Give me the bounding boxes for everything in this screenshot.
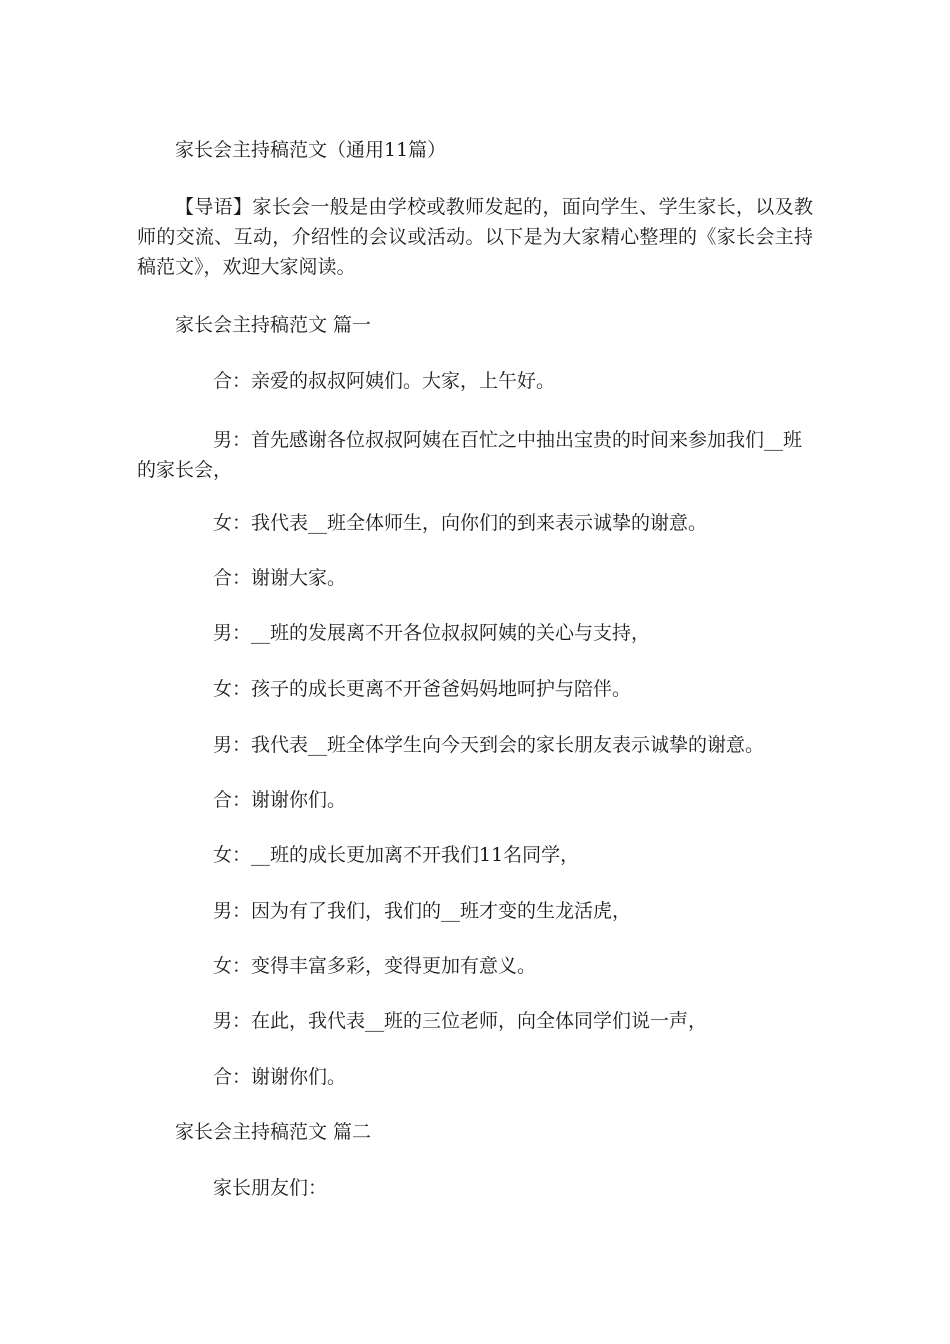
dialogue-line: 男：在此，我代表__班的三位老师，向全体同学们说一声， [213,1010,708,1032]
dialogue-line: 女：我代表__班全体师生，向你们的到来表示诚挚的谢意。 [213,512,708,534]
document-title: 家长会主持稿范文（通用11篇） [175,139,447,161]
dialogue-line: 合：亲爱的叔叔阿姨们。大家，上午好。 [213,370,556,392]
dialogue-line: 合：谢谢大家。 [213,567,347,589]
dialogue-line: 男：__班的发展离不开各位叔叔阿姨的关心与支持， [213,622,651,644]
dialogue-line: 男：我代表__班全体学生向今天到会的家长朋友表示诚挚的谢意。 [213,734,765,756]
dialogue-line: 家长朋友们： [213,1177,328,1199]
dialogue-line: 女：__班的成长更加离不开我们11名同学， [213,844,580,866]
section-heading-1: 家长会主持稿范文 篇一 [175,314,372,336]
dialogue-line: 男：首先感谢各位叔叔阿姨在百忙之中抽出宝贵的时间来参加我们__班的家长会， [137,429,803,481]
dialogue-line: 男：因为有了我们，我们的__班才变的生龙活虎， [213,900,632,922]
dialogue-line: 合：谢谢你们。 [213,789,347,811]
dialogue-line: 女：孩子的成长更离不开爸爸妈妈地呵护与陪伴。 [213,678,632,700]
section-heading-2: 家长会主持稿范文 篇二 [175,1121,372,1143]
dialogue-line: 合：谢谢你们。 [213,1066,347,1088]
intro-paragraph: 【导语】家长会一般是由学校或教师发起的，面向学生、学生家长，以及教师的交流、互动，介绍性的会议或活动。以下是为大家精心整理的《家长会主持稿范文》，欢迎大家阅读。 [137,196,813,278]
dialogue-line: 女：变得丰富多彩，变得更加有意义。 [213,955,537,977]
